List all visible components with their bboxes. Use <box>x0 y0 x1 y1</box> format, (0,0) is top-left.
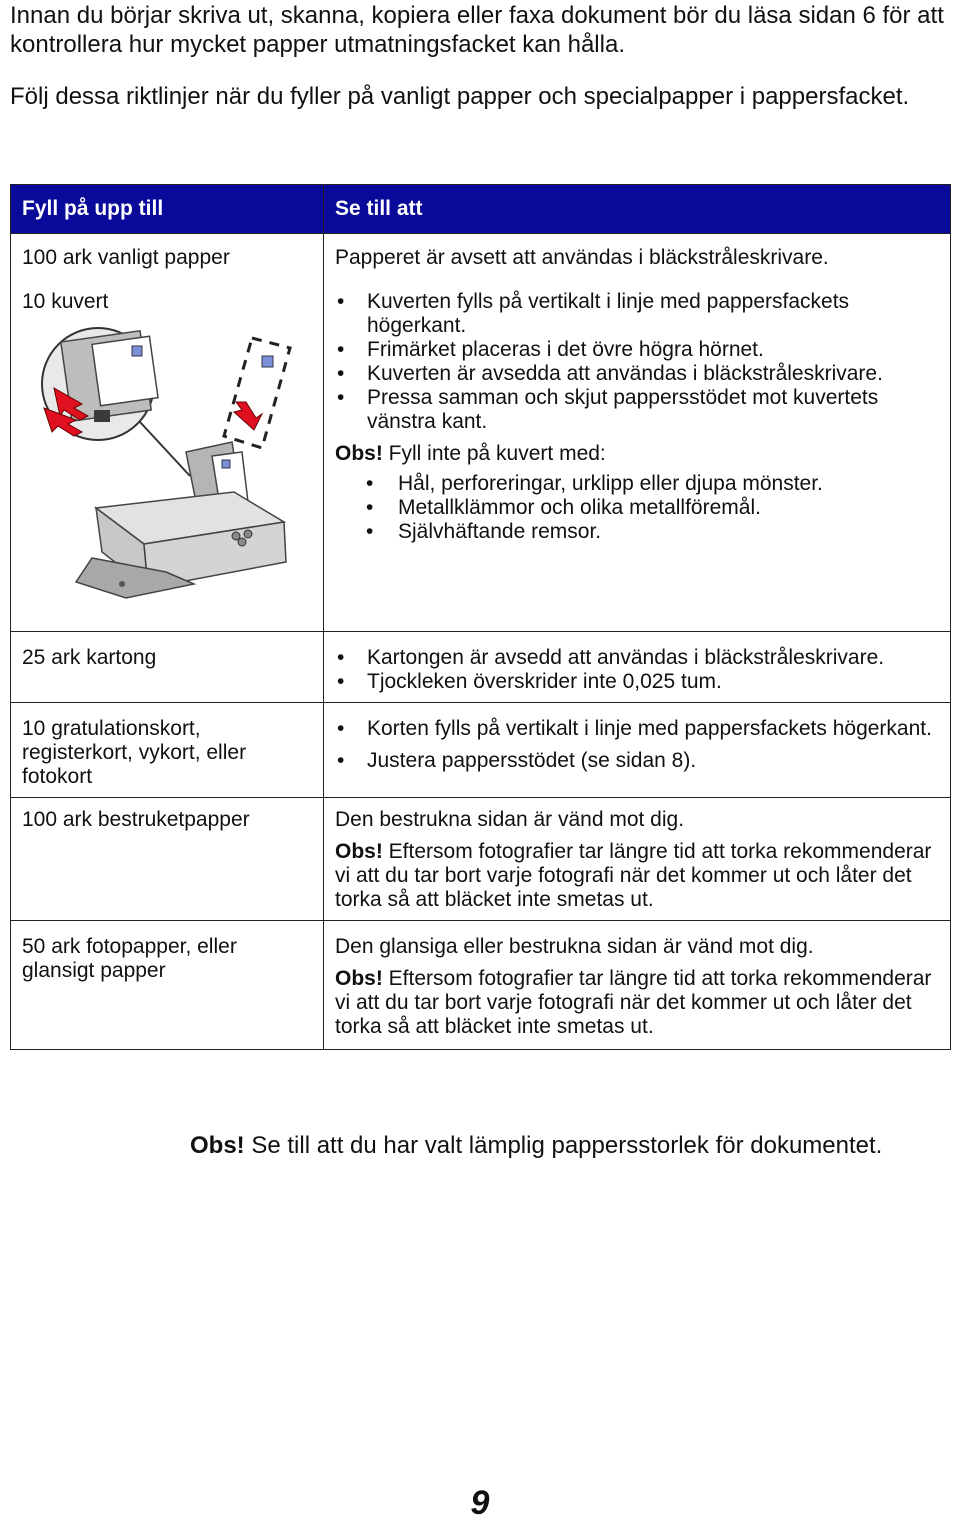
load-cell: 50 ark fotopapper, eller glansigt papper <box>11 921 324 1050</box>
load-cell: 100 ark bestruketpapper <box>11 798 324 921</box>
loaded-stamp <box>222 460 230 468</box>
note-text: Se till att du har valt lämplig pappersstorlek för dokumentet. <box>244 1132 883 1159</box>
zoom-guide <box>94 410 110 422</box>
list-item: • Kuverten är avsedda att användas i bläckstråleskrivare. <box>335 362 940 386</box>
check-cell <box>324 921 951 1050</box>
list-item: • Pressa samman och skjut pappersstödet mot kuvertets vänstra kant. <box>335 386 940 434</box>
table-row-plain-paper <box>11 234 951 279</box>
note-label: Obs! <box>190 1132 245 1159</box>
table-row-cards <box>11 703 951 798</box>
check-cell <box>324 703 951 798</box>
photo-note <box>335 967 940 1039</box>
load-cell <box>11 278 324 632</box>
header-make-sure: Se till att <box>324 185 951 234</box>
envelope-restrictions-list <box>335 472 940 544</box>
tray-knob <box>119 581 125 587</box>
envelope-guidelines-list <box>335 290 940 434</box>
zoom-stamp <box>132 346 142 356</box>
list-item: • Metallklämmor och olika metallföremål. <box>335 496 940 520</box>
control-button-icon <box>232 532 240 540</box>
list-item: • Justera pappersstödet (se sidan 8). <box>335 749 940 773</box>
note-label: Obs! <box>335 442 383 465</box>
final-note <box>190 1131 882 1160</box>
note-label: Obs! <box>335 967 383 990</box>
cards-guidelines-list <box>335 717 940 773</box>
note-text: Fyll inte på kuvert med: <box>382 442 606 465</box>
intro-paragraph-2: Följ dessa riktlinjer när du fyller på vanligt papper och specialpapper i pappersfacket. <box>10 83 910 110</box>
intro-paragraph-1: Innan du börjar skriva ut, skanna, kopiera eller faxa dokument bör du läsa sidan 6 för att kontrollera hur mycket papper utmatningsfacket kan hålla. <box>10 2 944 58</box>
note-text: Eftersom fotografier tar längre tid att torka rekommenderar vi att du tar bort varje fotografi när det kommer ut och låter det torka så att bläcket inte smetas ut. <box>335 840 932 911</box>
table-row-cardstock <box>11 632 951 703</box>
control-button-icon <box>244 530 252 538</box>
list-item: • Hål, perforeringar, urklipp eller djupa mönster. <box>335 472 940 496</box>
check-text: Den bestrukna sidan är vänd mot dig. <box>335 808 685 831</box>
table-header-row <box>11 185 951 234</box>
load-cell: 100 ark vanligt papper <box>11 234 324 279</box>
list-item: • Självhäftande remsor. <box>335 520 940 544</box>
red-arrow-icon <box>234 402 262 430</box>
envelope-loading-illustration <box>36 326 298 602</box>
load-cell: 10 gratulationskort, registerkort, vykort, eller fotokort <box>11 703 324 798</box>
page-number: 9 <box>470 1484 490 1522</box>
check-cell <box>324 798 951 921</box>
load-cell: 25 ark kartong <box>11 632 324 703</box>
paper-guidelines-table <box>10 184 951 1050</box>
table-row-photo-paper <box>11 921 951 1050</box>
note-label: Obs! <box>335 840 383 863</box>
table-row-envelopes <box>11 278 951 632</box>
zoom-envelope <box>92 336 158 405</box>
envelope-stamp <box>262 356 273 367</box>
coated-note <box>335 840 940 912</box>
list-item: • Kartongen är avsedd att användas i bläckstråleskrivare. <box>335 646 940 670</box>
list-item: • Frimärket placeras i det övre högra hörnet. <box>335 338 940 362</box>
dashed-envelope <box>224 338 290 448</box>
list-item: • Tjockleken överskrider inte 0,025 tum. <box>335 670 940 694</box>
list-item: • Korten fylls på vertikalt i linje med pappersfackets högerkant. <box>335 717 940 741</box>
load-text: 10 kuvert <box>22 290 109 313</box>
list-item: • Kuverten fylls på vertikalt i linje med pappersfackets högerkant. <box>335 290 940 338</box>
control-button-icon <box>238 538 246 546</box>
check-cell <box>324 278 951 632</box>
check-text: Den glansiga eller bestrukna sidan är vänd mot dig. <box>335 935 814 958</box>
check-cell: Papperet är avsett att användas i bläckstråleskrivare. <box>324 234 951 279</box>
cardstock-guidelines-list <box>335 646 940 694</box>
header-load-capacity: Fyll på upp till <box>11 185 324 234</box>
zoom-pointer <box>140 422 190 476</box>
envelope-note <box>335 442 940 466</box>
check-cell <box>324 632 951 703</box>
note-text: Eftersom fotografier tar längre tid att torka rekommenderar vi att du tar bort varje fotografi när det kommer ut och låter det torka så att bläcket inte smetas ut. <box>335 967 932 1038</box>
table-row-coated-paper <box>11 798 951 921</box>
